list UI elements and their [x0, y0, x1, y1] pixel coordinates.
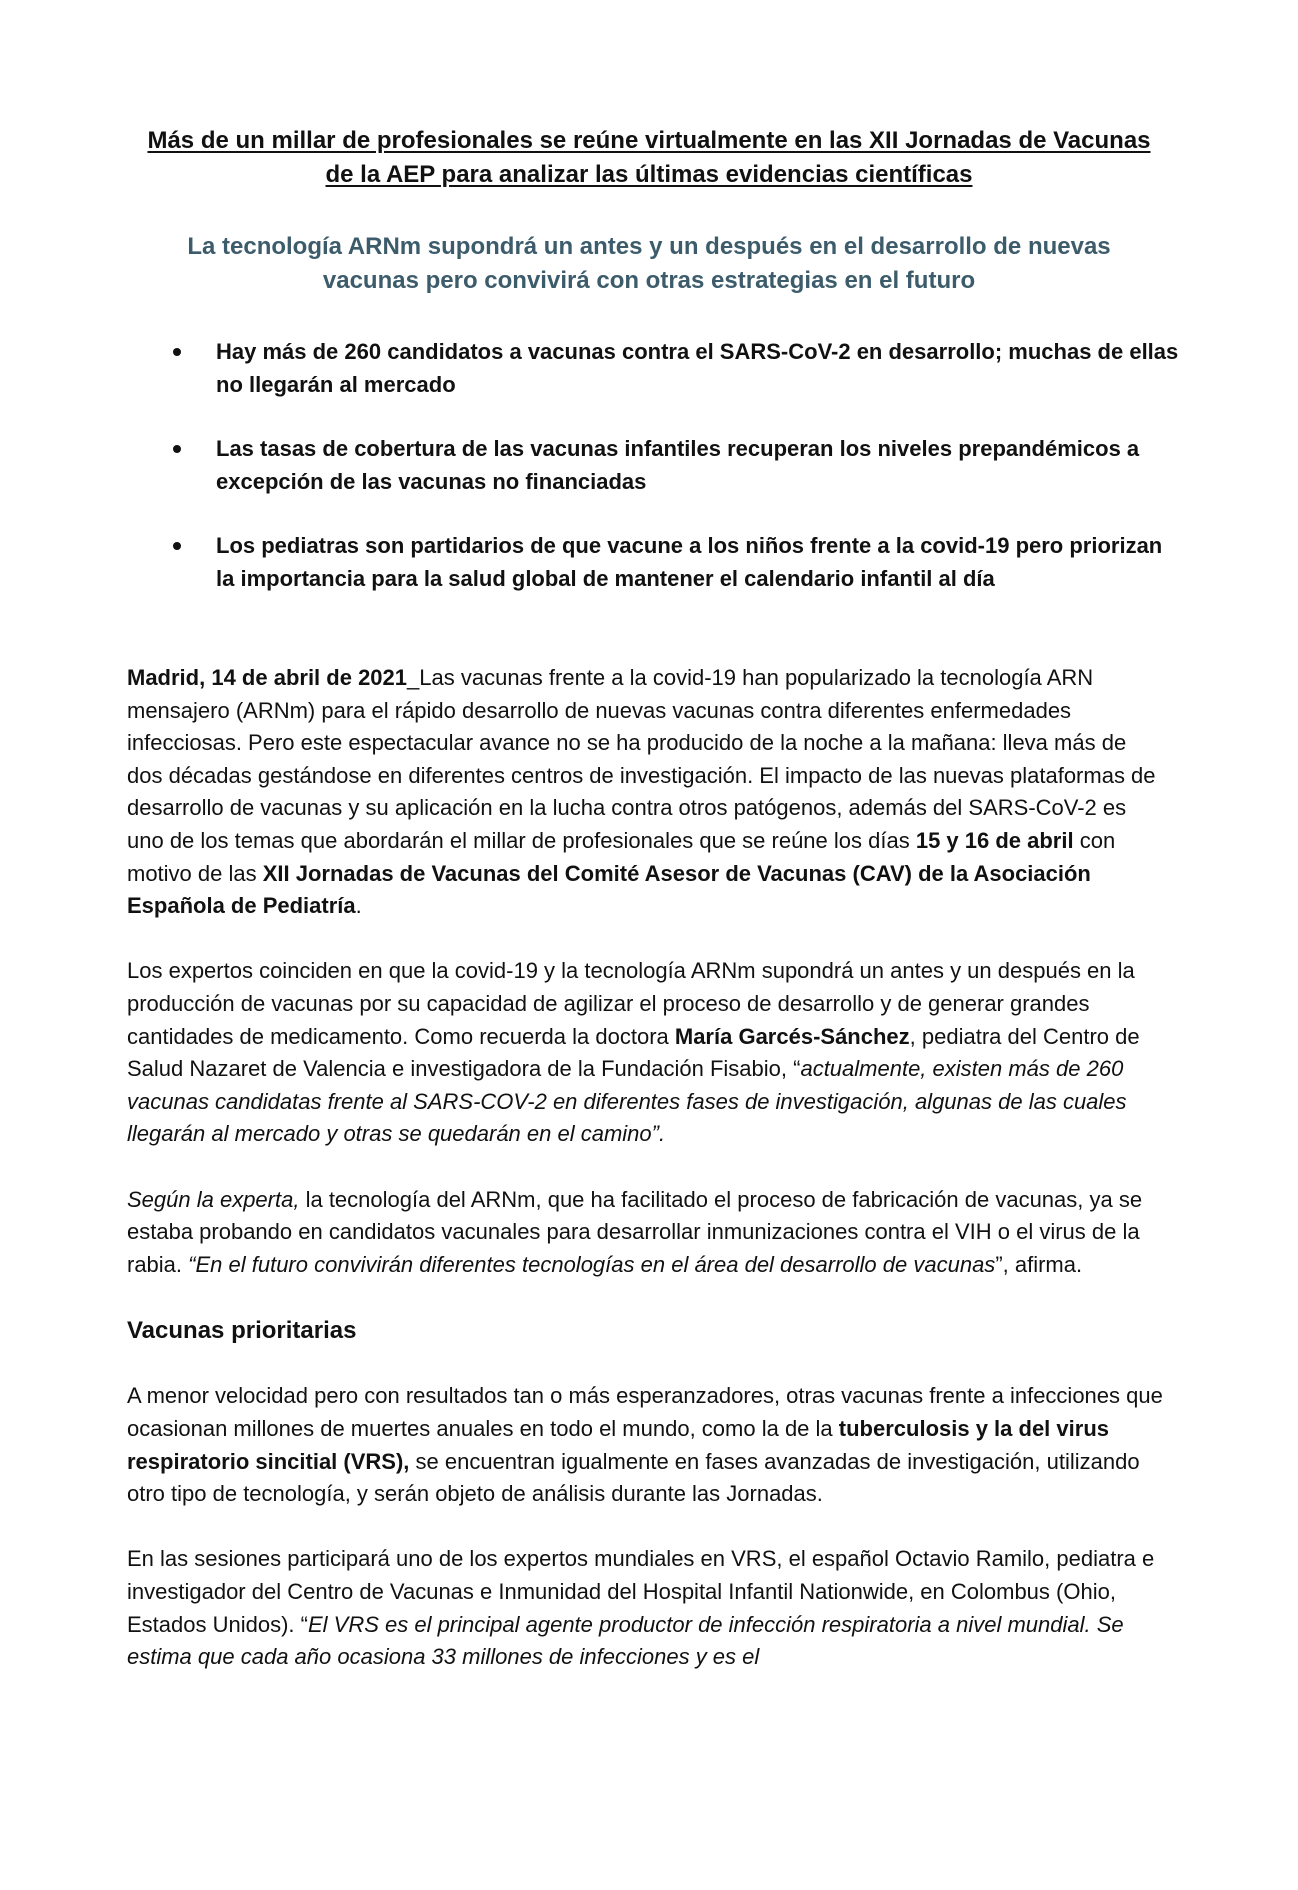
paragraph-text: con motivo de las: [127, 827, 1116, 886]
paragraph-text: se encuentran igualmente en fases avanzadas de investigación, utilizando otro tipo de tecnología, y serán objeto de análisis durante las Jornadas.: [127, 1448, 1140, 1507]
paragraph-priority: [127, 1380, 1167, 1510]
bullet-icon: [173, 542, 181, 550]
paragraph-lead: Según la experta,: [127, 1186, 300, 1212]
section-heading: Vacunas prioritarias: [127, 1316, 357, 1344]
list-item: [140, 335, 1180, 401]
bullet-icon: [173, 445, 181, 453]
paragraph-text: Las vacunas frente a la covid-19 han popularizado la tecnología ARN mensajero (ARNm) para el rápido desarrollo de nuevas vacunas contra diferentes enfermedades infecciosas. Pero este espectacular avance no se ha producido de la noche a la mañana: lleva más de dos décadas gestándose en diferentes centros de investigación. El impacto de las nuevas plataformas de desarrollo de vacunas y su aplicación en la lucha contra otros patógenos, además del SARS-CoV-2 es uno de los temas que abordarán el millar de profesionales que se reúne los días: [127, 665, 1156, 853]
bullet-icon: [173, 348, 181, 356]
paragraph-text: Los expertos coinciden en que la covid-19 y la tecnología ARNm supondrá un antes y un después en la producción de vacunas por su capacidad de agilizar el proceso de desarrollo y de generar grandes cantidades de medicamento. Como recuerda la doctora: [127, 958, 1135, 1049]
paragraph-text: , pediatra del Centro de Salud Nazaret de Valencia e investigadora de la Fundación Fisabio, “: [127, 1023, 1140, 1082]
event-dates: 15 y 16 de abril: [915, 827, 1074, 853]
list-item: [140, 432, 1180, 498]
highlights-list: [140, 335, 1180, 626]
article-body: [127, 662, 1167, 1706]
highlighted-diseases: tuberculosis y la del virus respiratorio sincitial (VRS),: [127, 1416, 1109, 1474]
paragraph-vrs: [127, 1543, 1167, 1673]
page-title: Más de un millar de profesionales se reúne virtualmente en las XII Jornadas de Vacunas de la AEP para analizar las últimas evidencias científicas: [147, 127, 1151, 188]
paragraph-text: ”, afirma.: [995, 1251, 1083, 1277]
highlight-text: Los pediatras son partidarios de que vacune a los niños frente a la covid-19 pero priorizan la importancia para la salud global de mantener el calendario infantil al día: [216, 533, 1163, 591]
dateline-separator: _: [407, 665, 420, 690]
expert-quote: actualmente, existen más de 260 vacunas candidatas frente al SARS-COV-2 en diferentes fases de investigación, algunas de las cuales llegarán al mercado y otras se quedarán en el camino”.: [127, 1056, 1127, 1147]
highlight-text: Hay más de 260 candidatos a vacunas contra el SARS-CoV-2 en desarrollo; muchas de ellas no llegarán al mercado: [216, 339, 1179, 397]
paragraph-text: .: [355, 893, 362, 919]
highlight-text: Las tasas de cobertura de las vacunas infantiles recuperan los niveles prepandémicos a excepción de las vacunas no financiadas: [216, 436, 1140, 494]
expert-quote: El VRS es el principal agente productor de infección respiratoria a nivel mundial. Se estima que cada año ocasiona 33 millones de infecciones y es el: [127, 1611, 1124, 1670]
page-subtitle: La tecnología ARNm supondrá un antes y un después en el desarrollo de nuevas vacunas pero convivirá con otras estrategias en el futuro: [187, 233, 1111, 294]
paragraph-experts: [127, 955, 1167, 1151]
event-name: XII Jornadas de Vacunas del Comité Asesor de Vacunas (CAV) de la Asociación Española de Pediatría: [127, 860, 1091, 919]
paragraph-text: En las sesiones participará uno de los expertos mundiales en VRS, el español Octavio Ramilo, pediatra e investigador del Centro de Vacunas e Inmunidad del Hospital Infantil Nationwide, en Colombus (Ohio, Estados Unidos). “: [127, 1546, 1155, 1637]
paragraph-intro: [127, 662, 1167, 923]
expert-quote: “En el futuro convivirán diferentes tecnologías en el área del desarrollo de vacunas: [188, 1251, 996, 1277]
list-item: [140, 529, 1180, 595]
paragraph-text: A menor velocidad pero con resultados tan o más esperanzadores, otras vacunas frente a infecciones que ocasionan millones de muertes anuales en todo el mundo, como la de la: [127, 1383, 1163, 1442]
expert-name: María Garcés-Sánchez: [674, 1023, 910, 1049]
paragraph-arnm: [127, 1184, 1167, 1282]
dateline: Madrid, 14 de abril de 2021: [127, 665, 408, 690]
paragraph-text: la tecnología del ARNm, que ha facilitado el proceso de fabricación de vacunas, ya se estaba probando en candidatos vacunales para desarrollar inmunizaciones contra el VIH o el virus de la rabia.: [127, 1186, 1143, 1277]
